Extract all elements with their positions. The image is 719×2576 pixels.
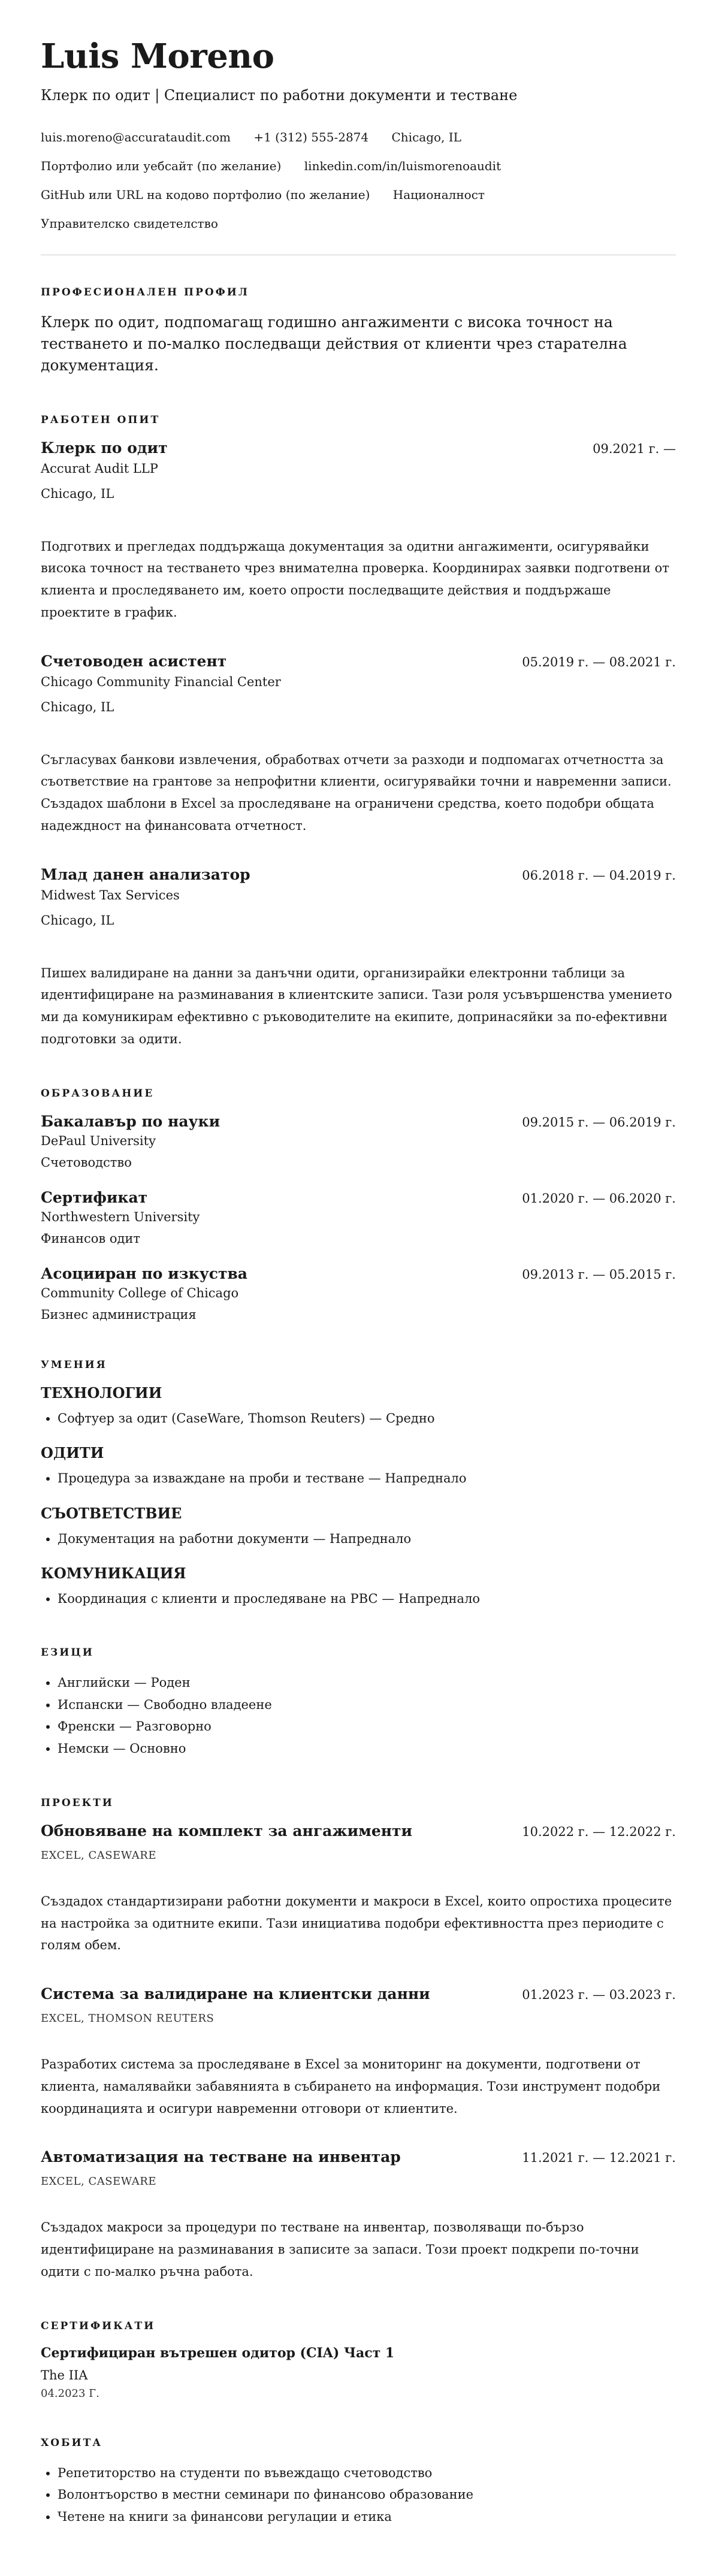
contact-email[interactable]: luis.moreno@accurataudit.com	[41, 129, 231, 144]
certificate-issuer: The IIA	[41, 2367, 88, 2382]
profile-heading: ПРОФЕСИОНАЛЕН ПРОФИЛ	[41, 286, 249, 298]
skill-list	[41, 1469, 676, 1489]
languages-heading: ЕЗИЦИ	[41, 1646, 94, 1659]
contact-nationality: Националност	[392, 187, 485, 202]
skill-item: • Документация на работни документи — Напреднало	[58, 1529, 676, 1550]
contact-row-extra	[41, 186, 676, 203]
skill-category: ОДИТИ	[41, 1444, 104, 1462]
education-entry	[41, 1113, 676, 1170]
education-section	[41, 1088, 676, 1322]
hobby-item: • Репетиторство на студенти по въвеждащо счетоводство	[58, 2462, 676, 2484]
profile-section	[41, 286, 676, 377]
skills-section	[41, 1359, 676, 1609]
hobbies-section	[41, 2437, 676, 2528]
job-company: Accurat Audit LLP	[41, 461, 158, 476]
degree-title: Сертификат	[41, 1188, 148, 1206]
languages-section	[41, 1647, 676, 1760]
hobby-list	[41, 2462, 676, 2528]
degree-title: Асоцииран по изкуства	[41, 1264, 248, 1282]
skill-item: • Софтуер за одит (CaseWare, Thomson Reuters) — Средно	[58, 1409, 676, 1429]
project-tags: EXCEL, CASEWARE	[41, 1849, 156, 1862]
skill-list	[41, 1529, 676, 1550]
education-entry	[41, 1265, 676, 1322]
skill-list	[41, 1409, 676, 1429]
contact-github[interactable]: GitHub или URL на кодово портфолио (по желание)	[41, 187, 370, 202]
education-heading: ОБРАЗОВАНИЕ	[41, 1087, 155, 1100]
skill-category: КОМУНИКАЦИЯ	[41, 1565, 186, 1583]
school-name: DePaul University	[41, 1133, 156, 1148]
job-description: Пишех валидиране на данни за данъчни одити, организирайки електронни таблици за идентифициране на разминавания в клиентските записи. Тази роля усъвършенства умението ми да комуникирам ефективно с ръководителите на екипите, допринасяйки за по-ефективни подготовки за одити.	[41, 965, 672, 1046]
project-dates: 01.2023 г. — 03.2023 г.	[522, 1988, 676, 2003]
project-title: Автоматизация на тестване на инвентар	[41, 2148, 401, 2166]
skill-item: • Координация с клиенти и проследяване на PBC — Напреднало	[58, 1589, 676, 1609]
candidate-subtitle: Клерк по одит | Специалист по работни документи и тестване	[41, 86, 518, 104]
certificates-heading: СЕРТИФИКАТИ	[41, 2320, 156, 2332]
job-company: Midwest Tax Services	[41, 887, 180, 902]
school-name: Northwestern University	[41, 1209, 200, 1224]
job-location: Chicago, IL	[41, 486, 114, 501]
experience-section	[41, 414, 676, 1050]
job-title: Млад данен анализатор	[41, 865, 250, 883]
contact-portfolio[interactable]: Портфолио или уебсайт (по желание)	[41, 158, 282, 173]
project-dates: 10.2022 г. — 12.2022 г.	[522, 1824, 676, 1839]
degree-dates: 09.2015 г. — 06.2019 г.	[522, 1115, 676, 1130]
job-location: Chicago, IL	[41, 699, 114, 714]
project-entry	[41, 1822, 676, 1956]
profile-summary: Клерк по одит, подпомагащ годишно ангажименти с висока точност на тестването и по-малко последващи действия от клиенти чрез старателна документация.	[41, 313, 627, 375]
project-entry	[41, 2148, 676, 2282]
language-item: • Немски — Основно	[58, 1738, 676, 1760]
experience-entry	[41, 653, 676, 837]
hobbies-heading: ХОБИТА	[41, 2436, 103, 2449]
job-description: Съгласувах банкови извлечения, обработвах отчети за разходи и подпомагах отчетността за съответствие на грантове за непрофитни клиенти, осигурявайки точни и навременни записи. Създадох шаблони в Excel за проследяване на ограничени средства, което подобри общата надеждност на финансовата отчетност.	[41, 752, 672, 833]
skill-item: • Процедура за изваждане на проби и тестване — Напреднало	[58, 1469, 676, 1489]
job-dates: 05.2019 г. — 08.2021 г.	[522, 654, 676, 669]
hobby-item: • Четене на книги за финансови регулации и етика	[58, 2506, 676, 2528]
study-field: Счетоводство	[41, 1155, 132, 1170]
project-title: Система за валидиране на клиентски данни	[41, 1985, 430, 2003]
project-title: Обновяване на комплект за ангажименти	[41, 1822, 413, 1840]
contact-row-links	[41, 158, 676, 174]
certificate-entry	[41, 2345, 676, 2400]
project-tags: EXCEL, CASEWARE	[41, 2175, 156, 2188]
skill-category: СЪОТВЕТСТВИЕ	[41, 1504, 182, 1522]
degree-dates: 01.2020 г. — 06.2020 г.	[522, 1191, 676, 1206]
job-description: Подготвих и прегледах поддържаща документация за одитни ангажименти, осигурявайки висока точност на тестването чрез внимателна проверка. Координирах заявки подготвени от клиента и проследяването им, което опрости последващите действия и поддържаше проектите в график.	[41, 539, 669, 620]
study-field: Бизнес администрация	[41, 1307, 197, 1322]
contact-license: Управителско свидетелство	[41, 216, 218, 231]
project-entry	[41, 1985, 676, 2119]
school-name: Community College of Chicago	[41, 1285, 239, 1300]
certificates-section	[41, 2320, 676, 2400]
job-title: Счетоводен асистент	[41, 652, 227, 670]
contact-linkedin[interactable]: linkedin.com/in/luismorenoaudit	[304, 158, 502, 173]
education-entry	[41, 1189, 676, 1246]
language-item: • Английски — Роден	[58, 1672, 676, 1694]
projects-section	[41, 1797, 676, 2283]
skills-heading: УМЕНИЯ	[41, 1358, 107, 1371]
job-dates: 09.2021 г. —	[593, 441, 676, 456]
project-description: Създадох макроси за процедури по тестване на инвентар, позволяващи по-бързо идентифициране на разминавания в записите за запаси. Този проект подкрепи по-точни одити с по-малко ръчна работа.	[41, 2220, 639, 2279]
job-location: Chicago, IL	[41, 913, 114, 928]
experience-entry	[41, 439, 676, 624]
job-dates: 06.2018 г. — 04.2019 г.	[522, 868, 676, 883]
contact-phone[interactable]: +1 (312) 555-2874	[253, 129, 369, 144]
candidate-name: Luis Moreno	[41, 37, 274, 76]
hobby-item: • Волонтъорство в местни семинари по финансово образование	[58, 2484, 676, 2506]
language-item: • Испански — Свободно владеене	[58, 1694, 676, 1716]
project-dates: 11.2021 г. — 12.2021 г.	[522, 2151, 676, 2166]
contact-row-primary	[41, 129, 676, 146]
project-tags: EXCEL, THOMSON REUTERS	[41, 2012, 215, 2025]
certificate-date: 04.2023 Г.	[41, 2387, 99, 2400]
contact-location: Chicago, IL	[391, 129, 461, 144]
job-company: Chicago Community Financial Center	[41, 674, 281, 689]
study-field: Финансов одит	[41, 1231, 141, 1246]
job-title: Клерк по одит	[41, 439, 168, 457]
skill-category: ТЕХНОЛОГИИ	[41, 1384, 162, 1402]
projects-heading: ПРОЕКТИ	[41, 1796, 114, 1809]
degree-title: Бакалавър по науки	[41, 1112, 220, 1130]
experience-entry	[41, 866, 676, 1050]
language-item: • Френски — Разговорно	[58, 1716, 676, 1738]
project-description: Създадох стандартизирани работни документи и макроси в Excel, които опростиха процесите на настройка за одитните екипи. Тази инициатива подобри ефективността през периодите с голям обем.	[41, 1894, 672, 1953]
degree-dates: 09.2013 г. — 05.2015 г.	[522, 1267, 676, 1282]
skill-list	[41, 1589, 676, 1609]
certificate-title: Сертифициран вътрешен одитор (CIA) Част 1	[41, 2345, 395, 2361]
experience-heading: РАБОТЕН ОПИТ	[41, 413, 161, 426]
contact-row-license	[41, 215, 676, 232]
project-description: Разработих система за проследяване в Excel за мониторинг на документи, подготвени от клиента, намалявайки забавянията в събирането на информация. Този инструмент подобри координацията и осигури навременни отговори от клиентите.	[41, 2057, 661, 2116]
language-list	[41, 1672, 676, 1760]
